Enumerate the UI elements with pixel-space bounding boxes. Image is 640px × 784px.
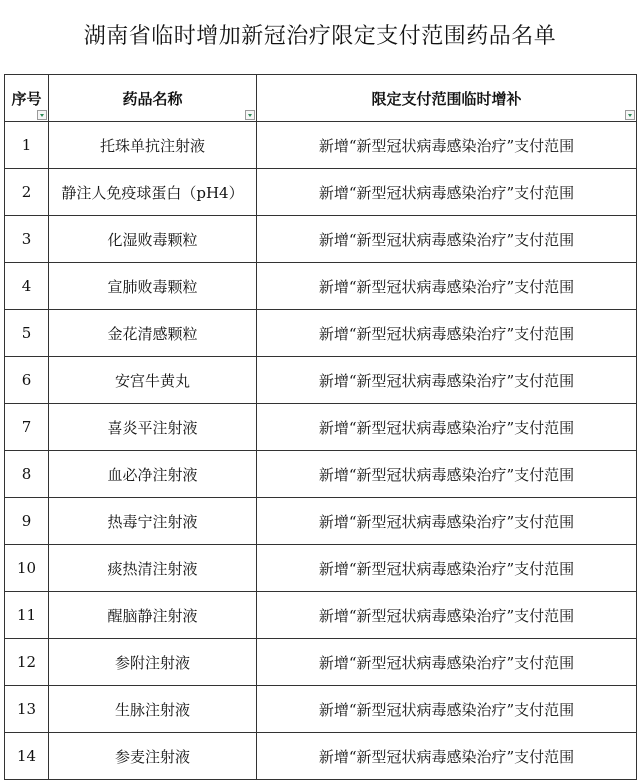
cell-payment-scope[interactable]: 新增“新型冠状病毒感染治疗”支付范围 bbox=[257, 357, 637, 404]
table-row bbox=[5, 733, 637, 780]
cell-number[interactable]: 3 bbox=[5, 216, 49, 263]
drug-list-table bbox=[4, 74, 637, 780]
filter-dropdown-icon[interactable] bbox=[625, 110, 635, 120]
table-row bbox=[5, 216, 637, 263]
cell-number[interactable]: 13 bbox=[5, 686, 49, 733]
filter-dropdown-icon[interactable] bbox=[245, 110, 255, 120]
cell-payment-scope[interactable]: 新增“新型冠状病毒感染治疗”支付范围 bbox=[257, 122, 637, 169]
cell-number[interactable]: 12 bbox=[5, 639, 49, 686]
table-row bbox=[5, 451, 637, 498]
column-header-label: 序号 bbox=[11, 89, 42, 108]
cell-payment-scope[interactable]: 新增“新型冠状病毒感染治疗”支付范围 bbox=[257, 545, 637, 592]
table-row bbox=[5, 686, 637, 733]
cell-payment-scope[interactable]: 新增“新型冠状病毒感染治疗”支付范围 bbox=[257, 639, 637, 686]
column-header-number bbox=[5, 75, 49, 122]
cell-drug-name[interactable]: 参麦注射液 bbox=[49, 733, 257, 780]
cell-number[interactable]: 11 bbox=[5, 592, 49, 639]
cell-number[interactable]: 10 bbox=[5, 545, 49, 592]
cell-drug-name[interactable]: 静注人免疫球蛋白（pH4） bbox=[49, 169, 257, 216]
cell-drug-name[interactable]: 痰热清注射液 bbox=[49, 545, 257, 592]
cell-drug-name[interactable]: 托珠单抗注射液 bbox=[49, 122, 257, 169]
cell-payment-scope[interactable]: 新增“新型冠状病毒感染治疗”支付范围 bbox=[257, 498, 637, 545]
table-body bbox=[5, 122, 637, 780]
sheet-title: 湖南省临时增加新冠治疗限定支付范围药品名单 bbox=[83, 24, 557, 49]
cell-payment-scope[interactable]: 新增“新型冠状病毒感染治疗”支付范围 bbox=[257, 404, 637, 451]
cell-drug-name[interactable]: 金花清感颗粒 bbox=[49, 310, 257, 357]
cell-drug-name[interactable]: 安宫牛黄丸 bbox=[49, 357, 257, 404]
cell-payment-scope[interactable]: 新增“新型冠状病毒感染治疗”支付范围 bbox=[257, 592, 637, 639]
table-row bbox=[5, 263, 637, 310]
column-header-label: 限定支付范围临时增补 bbox=[371, 89, 522, 108]
column-header-label: 药品名称 bbox=[122, 89, 183, 108]
cell-payment-scope[interactable]: 新增“新型冠状病毒感染治疗”支付范围 bbox=[257, 733, 637, 780]
table-row bbox=[5, 169, 637, 216]
cell-payment-scope[interactable]: 新增“新型冠状病毒感染治疗”支付范围 bbox=[257, 310, 637, 357]
column-header-payment-scope bbox=[257, 75, 637, 122]
cell-drug-name[interactable]: 化湿败毒颗粒 bbox=[49, 216, 257, 263]
cell-number[interactable]: 9 bbox=[5, 498, 49, 545]
cell-drug-name[interactable]: 宣肺败毒颗粒 bbox=[49, 263, 257, 310]
cell-number[interactable]: 4 bbox=[5, 263, 49, 310]
table-row bbox=[5, 122, 637, 169]
filter-dropdown-icon[interactable] bbox=[37, 110, 47, 120]
cell-drug-name[interactable]: 生脉注射液 bbox=[49, 686, 257, 733]
table-row bbox=[5, 498, 637, 545]
cell-number[interactable]: 2 bbox=[5, 169, 49, 216]
table-row bbox=[5, 592, 637, 639]
cell-drug-name[interactable]: 醒脑静注射液 bbox=[49, 592, 257, 639]
table-row bbox=[5, 545, 637, 592]
cell-number[interactable]: 7 bbox=[5, 404, 49, 451]
table-row bbox=[5, 310, 637, 357]
column-header-drug-name bbox=[49, 75, 257, 122]
cell-payment-scope[interactable]: 新增“新型冠状病毒感染治疗”支付范围 bbox=[257, 451, 637, 498]
cell-number[interactable]: 14 bbox=[5, 733, 49, 780]
cell-payment-scope[interactable]: 新增“新型冠状病毒感染治疗”支付范围 bbox=[257, 263, 637, 310]
cell-payment-scope[interactable]: 新增“新型冠状病毒感染治疗”支付范围 bbox=[257, 169, 637, 216]
cell-number[interactable]: 8 bbox=[5, 451, 49, 498]
cell-drug-name[interactable]: 参附注射液 bbox=[49, 639, 257, 686]
cell-payment-scope[interactable]: 新增“新型冠状病毒感染治疗”支付范围 bbox=[257, 216, 637, 263]
cell-drug-name[interactable]: 热毒宁注射液 bbox=[49, 498, 257, 545]
cell-number[interactable]: 6 bbox=[5, 357, 49, 404]
cell-number[interactable]: 5 bbox=[5, 310, 49, 357]
cell-drug-name[interactable]: 喜炎平注射液 bbox=[49, 404, 257, 451]
cell-payment-scope[interactable]: 新增“新型冠状病毒感染治疗”支付范围 bbox=[257, 686, 637, 733]
table-row bbox=[5, 639, 637, 686]
header-row bbox=[5, 75, 637, 122]
cell-drug-name[interactable]: 血必净注射液 bbox=[49, 451, 257, 498]
table-row bbox=[5, 357, 637, 404]
cell-number[interactable]: 1 bbox=[5, 122, 49, 169]
table-row bbox=[5, 404, 637, 451]
